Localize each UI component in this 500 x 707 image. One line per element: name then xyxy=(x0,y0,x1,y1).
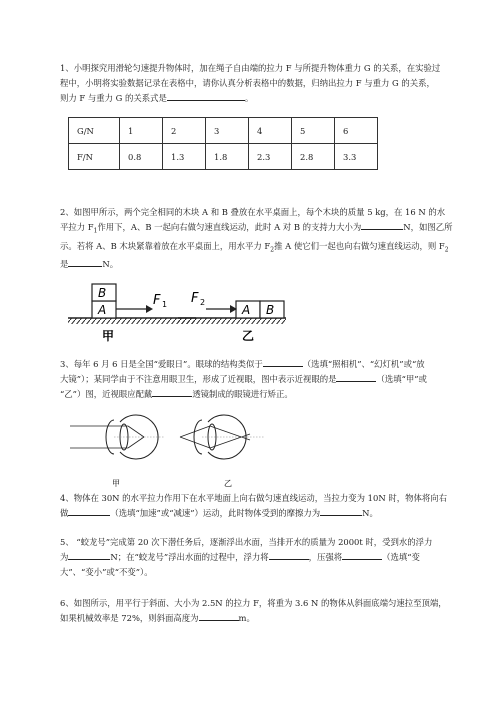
ground-hatch xyxy=(68,318,196,324)
q5-line2: 为 N；在“蛟龙号”浮出水面的过程中，浮力将 ，压强将 （选填“变 xyxy=(60,552,420,562)
answer-blank xyxy=(263,357,303,367)
table-row xyxy=(69,144,378,170)
q4-line2: 做 （选填“加速”或“减速”）运动，此时物体受到的摩擦力为 N。 xyxy=(60,508,378,518)
q3-line1: 3、每年 6 月 6 日是全国“爱眼日”。眼球的结构类似于 （选填“照相机”、“幻灯机”或“放 xyxy=(60,359,425,369)
table-cell: G/N xyxy=(69,118,120,144)
table-cell: 4 xyxy=(249,118,292,144)
answer-blank xyxy=(199,611,239,621)
table-cell: 2.3 xyxy=(249,144,292,170)
q1-line2: 程中，小明将实验数据记录在表格中，请你认真分析表格中的数据，归纳出拉力 F 与重力 G 的关系， xyxy=(60,78,435,88)
force-f1-label: F xyxy=(153,293,161,308)
answer-blank xyxy=(336,372,376,382)
answer-blank xyxy=(68,257,102,267)
q2-line1: 2、如图甲所示，两个完全相同的木块 A 和 B 叠放在水平桌面上，每个木块的质量 5 kg，在 16 N 的水 xyxy=(60,207,446,217)
question-2 xyxy=(60,205,472,272)
q5-line3: 大”、“变小”或“不变”）。 xyxy=(60,567,153,577)
q2-line3: 示。若将 A、B 木块紧靠着放在水平桌面上，用水平力 $F_2$推 A 使它们一起也向右做匀速直线运动，则 $F_2$ xyxy=(60,240,449,254)
force-f1-sub: 1 xyxy=(162,300,168,309)
answer-blank xyxy=(152,387,192,397)
caption-left: 甲 xyxy=(102,329,115,343)
table-cell: 2.8 xyxy=(292,144,335,170)
q2-line4: 是 N。 xyxy=(60,259,119,270)
answer-blank xyxy=(342,550,382,560)
table-cell: 1 xyxy=(120,118,163,144)
block-a-label: A xyxy=(98,303,107,317)
table-cell: 1.8 xyxy=(206,144,249,170)
answer-blank xyxy=(68,506,110,516)
data-table xyxy=(68,117,378,170)
q6-line2: 如果机械效率是 72%，则斜面高度为 m。 xyxy=(60,613,255,623)
q4-line1: 4、物体在 30N 的水平拉力作用下在水平地面上向右做匀速直线运动，当拉力变为 10N 时，物体将向右 xyxy=(60,493,447,503)
table-cell: 5 xyxy=(292,118,335,144)
q1-line1: 1、小明探究用滑轮匀速提升物体时，加在绳子自由端的拉力 F 与所提升物体重力 G 的关系，在实验过 xyxy=(60,63,441,73)
q6-line1: 6、如图所示，用平行于斜面、大小为 2.5N 的拉力 F，将重为 3.6 N 的物体从斜面底端匀速拉至顶端， xyxy=(60,598,447,608)
q1-line3: 则力 F 与重力 G 的关系式是 。 xyxy=(60,93,254,103)
block-a-label: A xyxy=(242,303,251,317)
q5-line1: 5、 “蛟龙号”完成第 20 次下潜任务后，逐渐浮出水面，当排开水的质量为 2000t 时，受到水的浮力 xyxy=(60,537,433,547)
question-3 xyxy=(60,357,472,402)
question-4 xyxy=(60,491,472,521)
eye-right xyxy=(180,415,264,459)
table-cell: 2 xyxy=(163,118,206,144)
force-f2-label: F xyxy=(191,291,199,306)
question-5 xyxy=(60,535,472,580)
question-1 xyxy=(60,61,472,106)
q2-line2: 平拉力 $F_1$作用下，A、B 一起向右做匀速直线运动，此时 A 对 B 的支持力大小为 N，如图乙所 xyxy=(60,222,453,235)
block-b-label: B xyxy=(266,303,275,317)
force-f2-sub: 2 xyxy=(200,298,206,307)
caption-left: 甲 xyxy=(112,479,120,488)
table-cell: 6 xyxy=(335,118,378,144)
caption-right: 乙 xyxy=(242,329,255,343)
answer-blank xyxy=(320,506,362,516)
table-cell: 3 xyxy=(206,118,249,144)
caption-right: 乙 xyxy=(224,479,232,488)
table-cell: 0.8 xyxy=(120,144,163,170)
q3-line2: 大镜”）；某同学由于不注意用眼卫生，形成了近视眼，图中表示近视眼的是 （选填“甲”或 xyxy=(60,374,427,384)
answer-blank xyxy=(361,220,403,230)
q3-line3: “乙”）图，近视眼应配戴 透镜制成的眼镜进行矫正。 xyxy=(60,389,293,399)
table-cell: F/N xyxy=(69,144,120,170)
block-b-label: B xyxy=(98,286,107,300)
answer-blank xyxy=(167,91,245,101)
answer-blank xyxy=(68,550,110,560)
table-cell: 3.3 xyxy=(335,144,378,170)
arrowhead-icon xyxy=(146,305,153,313)
answer-blank xyxy=(269,550,309,560)
blocks-figure xyxy=(60,278,310,348)
table-cell: 1.3 xyxy=(163,144,206,170)
eye-figure xyxy=(64,410,284,492)
table-row xyxy=(69,118,378,144)
ground-hatch xyxy=(178,318,286,324)
eye-left xyxy=(70,415,164,459)
question-6 xyxy=(60,596,472,626)
